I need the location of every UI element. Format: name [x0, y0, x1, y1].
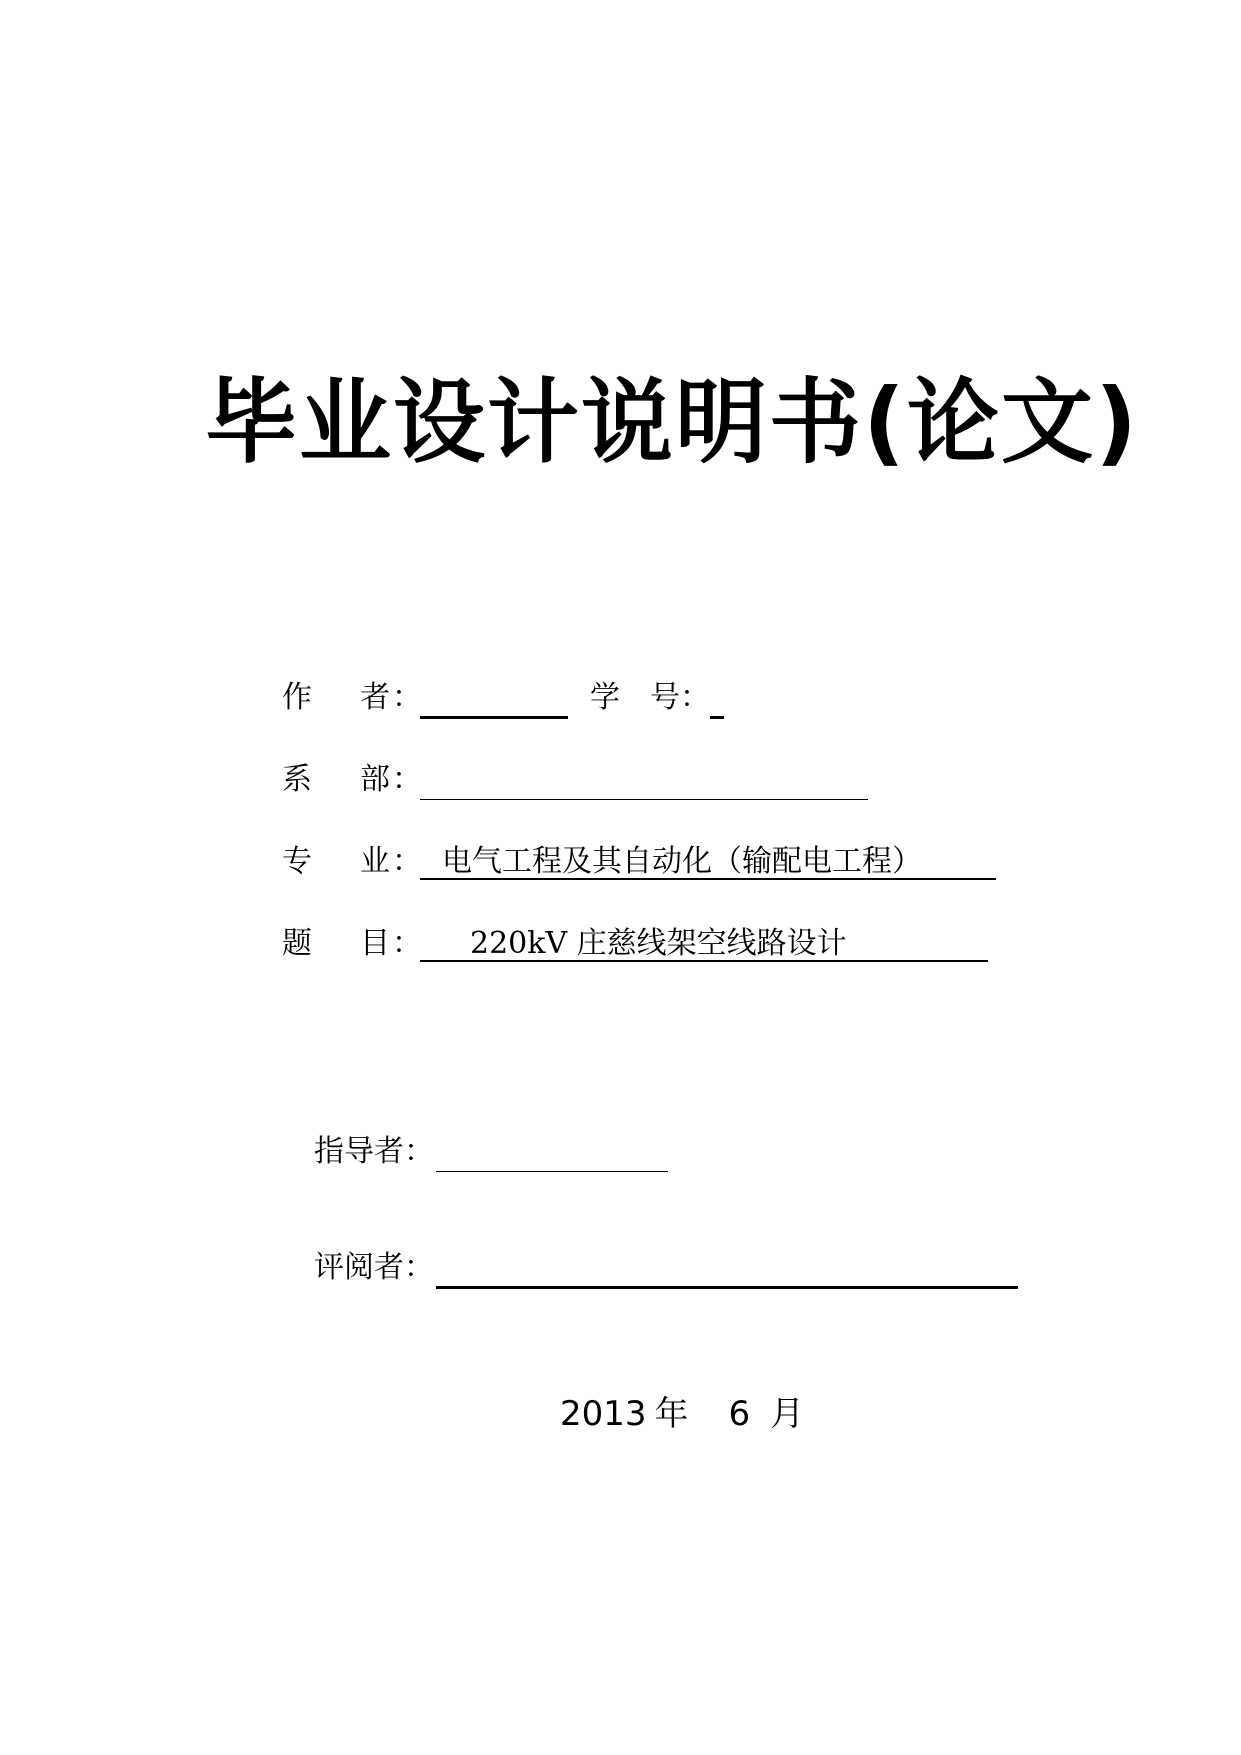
topic-field[interactable]: 220kV 庄慈线架空线路设计 — [420, 924, 988, 962]
department-colon: ： — [392, 762, 422, 797]
student-id-label-b: 号 — [650, 680, 680, 715]
date-line — [560, 1392, 804, 1436]
department-label-a: 系 — [282, 762, 312, 797]
author-field[interactable] — [420, 678, 568, 719]
date-month: 6 — [728, 1394, 751, 1434]
reviewer-colon: ： — [404, 1250, 434, 1285]
student-id-field[interactable] — [710, 678, 724, 719]
advisor-colon: ： — [404, 1134, 434, 1169]
reviewer-label: 评阅者 — [314, 1250, 404, 1285]
reviewer-field[interactable] — [436, 1248, 1018, 1289]
major-field[interactable]: 电气工程及其自动化（输配电工程） — [420, 842, 996, 880]
date-year: 2013 — [560, 1394, 647, 1434]
author-label-a: 作 — [282, 680, 312, 715]
student-id-label-a: 学 — [590, 680, 620, 715]
major-label-a: 专 — [282, 844, 312, 879]
date-month-unit: 月 — [770, 1394, 805, 1434]
author-label-b: 者 — [360, 680, 390, 715]
topic-label-a: 题 — [282, 926, 312, 961]
author-colon: ： — [392, 680, 422, 715]
major-label-b: 业 — [360, 844, 390, 879]
advisor-label: 指导者 — [314, 1134, 404, 1169]
topic-label-b: 目 — [360, 926, 390, 961]
document-title: 毕业设计说明书(论文) — [205, 369, 1140, 476]
student-id-colon: ： — [680, 680, 710, 715]
date-year-unit: 年 — [654, 1394, 689, 1434]
department-field[interactable] — [420, 760, 868, 800]
department-label-b: 部 — [360, 762, 390, 797]
topic-colon: ： — [392, 926, 422, 961]
advisor-field[interactable] — [436, 1132, 668, 1172]
major-colon: ： — [392, 844, 422, 879]
